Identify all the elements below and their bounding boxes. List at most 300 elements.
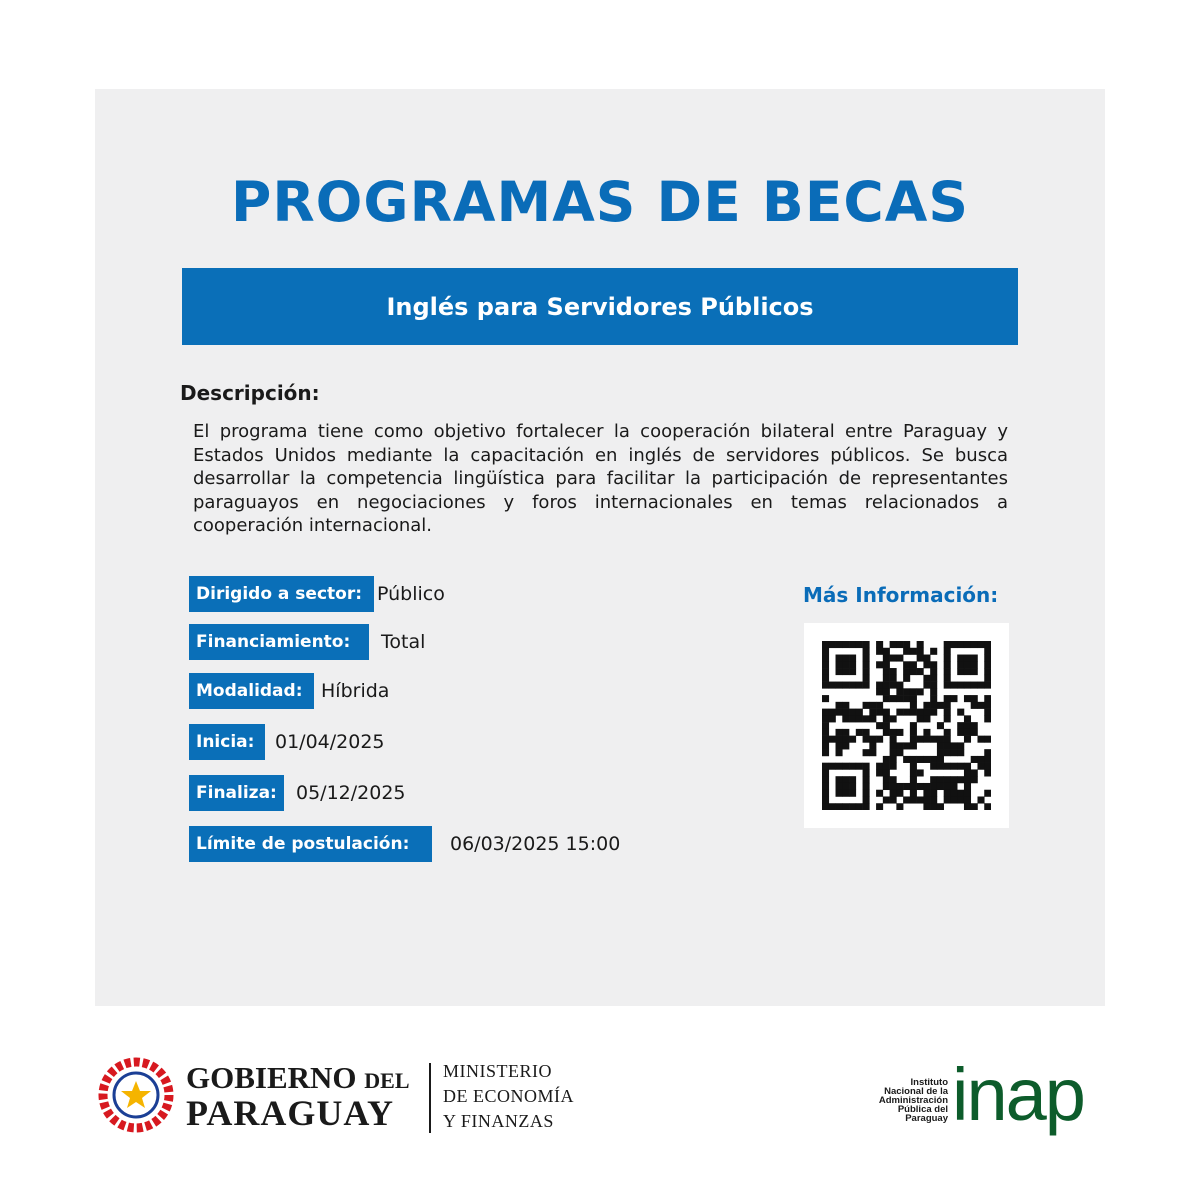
qr-module <box>822 648 829 655</box>
qr-module <box>957 661 964 668</box>
qr-module <box>977 763 984 770</box>
inap-wordmark: inap <box>952 1053 1084 1136</box>
qr-module <box>842 702 849 709</box>
qr-module <box>903 695 910 702</box>
qr-module <box>910 736 917 743</box>
qr-module <box>883 729 890 736</box>
qr-module <box>896 682 903 689</box>
qr-module <box>917 736 924 743</box>
qr-module <box>822 661 829 668</box>
qr-module <box>971 776 978 783</box>
qr-module <box>890 756 897 763</box>
qr-module <box>842 736 849 743</box>
qr-module <box>964 783 971 790</box>
qr-module <box>971 729 978 736</box>
qr-module <box>856 715 863 722</box>
qr-module <box>883 655 890 662</box>
qr-module <box>903 709 910 716</box>
qr-module <box>890 729 897 736</box>
qr-module <box>863 729 870 736</box>
qr-module <box>944 682 951 689</box>
qr-module <box>930 661 937 668</box>
qr-module <box>964 736 971 743</box>
qr-module <box>910 722 917 729</box>
qr-module <box>842 783 849 790</box>
qr-module <box>930 783 937 790</box>
qr-module <box>950 776 957 783</box>
qr-module <box>890 641 897 648</box>
qr-module <box>984 709 991 716</box>
qr-module <box>890 655 897 662</box>
qr-module <box>937 722 944 729</box>
qr-module <box>896 688 903 695</box>
qr-module <box>842 655 849 662</box>
qr-module <box>842 776 849 783</box>
qr-module <box>910 783 917 790</box>
qr-module <box>836 749 843 756</box>
qr-module <box>842 742 849 749</box>
field-value: 06/03/2025 15:00 <box>450 833 621 855</box>
qr-module <box>856 641 863 648</box>
qr-module <box>971 655 978 662</box>
qr-module <box>890 783 897 790</box>
qr-module <box>863 668 870 675</box>
qr-module <box>917 648 924 655</box>
qr-module <box>903 648 910 655</box>
qr-module <box>964 715 971 722</box>
qr-module <box>890 668 897 675</box>
qr-module <box>964 769 971 776</box>
qr-module <box>822 742 829 749</box>
qr-module <box>863 749 870 756</box>
qr-module <box>829 736 836 743</box>
qr-module <box>863 715 870 722</box>
qr-module <box>863 776 870 783</box>
qr-module <box>944 796 951 803</box>
qr-module <box>917 783 924 790</box>
qr-module <box>863 736 870 743</box>
qr-module <box>836 661 843 668</box>
qr-module <box>896 709 903 716</box>
qr-module <box>849 790 856 797</box>
qr-module <box>930 756 937 763</box>
qr-module <box>971 722 978 729</box>
qr-module <box>856 709 863 716</box>
qr-module <box>950 641 957 648</box>
qr-module <box>822 803 829 810</box>
qr-module <box>849 655 856 662</box>
qr-module <box>944 661 951 668</box>
field-end-date <box>189 775 406 811</box>
qr-module <box>917 796 924 803</box>
qr-module <box>876 641 883 648</box>
qr-module <box>984 736 991 743</box>
qr-module <box>937 742 944 749</box>
qr-module <box>836 729 843 736</box>
qr-module <box>896 729 903 736</box>
qr-module <box>876 688 883 695</box>
qr-module <box>822 790 829 797</box>
qr-module <box>944 695 951 702</box>
qr-module <box>984 763 991 770</box>
qr-module <box>876 648 883 655</box>
qr-module <box>849 803 856 810</box>
qr-module <box>822 769 829 776</box>
qr-module <box>883 722 890 729</box>
qr-module <box>930 682 937 689</box>
qr-module <box>917 668 924 675</box>
qr-module <box>971 641 978 648</box>
qr-module <box>944 749 951 756</box>
field-label: Límite de postulación: <box>189 826 432 862</box>
qr-module <box>937 803 944 810</box>
qr-module <box>849 715 856 722</box>
qr-module <box>930 796 937 803</box>
qr-module <box>977 702 984 709</box>
qr-module <box>849 776 856 783</box>
qr-module <box>869 749 876 756</box>
qr-module <box>930 736 937 743</box>
qr-module <box>863 796 870 803</box>
qr-module <box>829 682 836 689</box>
qr-module <box>917 756 924 763</box>
qr-module <box>863 641 870 648</box>
inap-text-line: Instituto <box>910 1077 948 1088</box>
qr-module <box>822 675 829 682</box>
qr-module <box>822 796 829 803</box>
qr-module <box>930 776 937 783</box>
qr-module <box>856 682 863 689</box>
qr-module <box>964 655 971 662</box>
qr-module <box>836 709 843 716</box>
qr-module <box>930 803 937 810</box>
qr-module <box>944 763 951 770</box>
inap-text-line: Paraguay <box>905 1113 948 1124</box>
qr-module <box>971 661 978 668</box>
qr-module <box>971 702 978 709</box>
paraguay-text: PARAGUAY <box>186 1093 395 1133</box>
qr-module <box>863 682 870 689</box>
qr-module <box>910 688 917 695</box>
field-financing <box>189 624 425 660</box>
qr-module <box>910 668 917 675</box>
qr-module <box>883 661 890 668</box>
qr-module <box>971 769 978 776</box>
qr-module <box>923 803 930 810</box>
qr-module <box>863 803 870 810</box>
qr-module <box>944 709 951 716</box>
qr-module <box>910 756 917 763</box>
qr-module <box>883 715 890 722</box>
qr-module <box>957 742 964 749</box>
qr-module <box>896 803 903 810</box>
qr-module <box>883 783 890 790</box>
qr-module <box>822 641 829 648</box>
qr-module <box>883 769 890 776</box>
qr-module <box>923 796 930 803</box>
qr-module <box>923 709 930 716</box>
qr-module <box>896 790 903 797</box>
ministry-line-3: Y FINANZAS <box>443 1111 554 1131</box>
qr-module <box>849 763 856 770</box>
qr-module <box>903 742 910 749</box>
qr-module <box>944 742 951 749</box>
qr-module <box>836 655 843 662</box>
qr-module <box>930 790 937 797</box>
qr-module <box>876 709 883 716</box>
qr-module <box>930 675 937 682</box>
qr-module <box>903 661 910 668</box>
qr-module <box>937 783 944 790</box>
qr-module <box>903 675 910 682</box>
qr-module <box>869 709 876 716</box>
field-label: Finaliza: <box>189 775 284 811</box>
qr-module <box>923 736 930 743</box>
qr-module <box>937 749 944 756</box>
qr-module <box>883 709 890 716</box>
qr-code-icon <box>822 641 991 810</box>
qr-module <box>964 682 971 689</box>
qr-module <box>836 763 843 770</box>
qr-module <box>869 715 876 722</box>
qr-module <box>829 709 836 716</box>
qr-module <box>957 763 964 770</box>
qr-module <box>849 641 856 648</box>
qr-module <box>890 776 897 783</box>
qr-module <box>944 648 951 655</box>
qr-module <box>876 803 883 810</box>
qr-module <box>977 641 984 648</box>
qr-module <box>937 763 944 770</box>
qr-module <box>964 803 971 810</box>
qr-module <box>842 715 849 722</box>
qr-module <box>917 688 924 695</box>
qr-module <box>903 668 910 675</box>
qr-module <box>910 742 917 749</box>
qr-module <box>950 763 957 770</box>
qr-module <box>930 668 937 675</box>
qr-module <box>977 756 984 763</box>
qr-module <box>930 648 937 655</box>
qr-module <box>964 661 971 668</box>
qr-module <box>964 695 971 702</box>
qr-module <box>910 648 917 655</box>
qr-module <box>869 742 876 749</box>
qr-module <box>977 682 984 689</box>
qr-module <box>883 668 890 675</box>
qr-module <box>822 783 829 790</box>
qr-module <box>903 783 910 790</box>
qr-module <box>944 702 951 709</box>
qr-module <box>923 756 930 763</box>
qr-module <box>822 749 829 756</box>
qr-module <box>863 661 870 668</box>
qr-module <box>923 790 930 797</box>
qr-module <box>957 722 964 729</box>
page-title: PROGRAMAS DE BECAS <box>231 170 969 234</box>
qr-module <box>842 682 849 689</box>
qr-module <box>883 796 890 803</box>
qr-module <box>842 729 849 736</box>
qr-module <box>910 790 917 797</box>
qr-module <box>971 756 978 763</box>
qr-module <box>883 756 890 763</box>
qr-module <box>849 783 856 790</box>
qr-module <box>876 702 883 709</box>
field-value: Total <box>381 631 426 653</box>
qr-module <box>910 661 917 668</box>
qr-module <box>883 688 890 695</box>
qr-module <box>849 709 856 716</box>
qr-module <box>856 763 863 770</box>
paraguay-seal-icon <box>98 1055 178 1135</box>
field-label: Modalidad: <box>189 673 314 709</box>
qr-module <box>944 736 951 743</box>
qr-module <box>917 641 924 648</box>
qr-module <box>910 769 917 776</box>
qr-module <box>930 709 937 716</box>
qr-module <box>836 641 843 648</box>
qr-module <box>822 715 829 722</box>
qr-module <box>984 749 991 756</box>
qr-module <box>984 756 991 763</box>
qr-module <box>836 682 843 689</box>
qr-module <box>957 749 964 756</box>
qr-module <box>822 736 829 743</box>
qr-module <box>863 648 870 655</box>
qr-module <box>930 695 937 702</box>
qr-module <box>890 796 897 803</box>
qr-module <box>863 763 870 770</box>
qr-module <box>842 668 849 675</box>
qr-module <box>957 655 964 662</box>
qr-module <box>923 729 930 736</box>
qr-module <box>937 702 944 709</box>
qr-module <box>863 675 870 682</box>
qr-module <box>984 648 991 655</box>
qr-module <box>876 763 883 770</box>
qr-module <box>869 736 876 743</box>
field-value: 01/04/2025 <box>275 731 385 753</box>
ministry-line-2: DE ECONOMÍA <box>443 1086 574 1106</box>
qr-module <box>890 736 897 743</box>
qr-module <box>950 749 957 756</box>
field-sector <box>189 576 445 612</box>
qr-module <box>944 783 951 790</box>
qr-module <box>903 756 910 763</box>
qr-module <box>863 702 870 709</box>
qr-module <box>964 790 971 797</box>
qr-module <box>984 641 991 648</box>
qr-module <box>923 715 930 722</box>
qr-module <box>890 695 897 702</box>
qr-module <box>984 668 991 675</box>
qr-module <box>896 641 903 648</box>
description-heading: Descripción: <box>180 381 320 405</box>
qr-module <box>984 790 991 797</box>
qr-module <box>849 668 856 675</box>
qr-module <box>984 702 991 709</box>
qr-module <box>829 715 836 722</box>
qr-module <box>984 715 991 722</box>
qr-module <box>984 803 991 810</box>
qr-module <box>883 682 890 689</box>
qr-module <box>957 729 964 736</box>
qr-module <box>944 776 951 783</box>
qr-module <box>836 776 843 783</box>
qr-module <box>923 682 930 689</box>
gobierno-text <box>186 1060 410 1096</box>
field-label: Dirigido a sector: <box>189 576 374 612</box>
field-value: Público <box>377 583 445 605</box>
qr-module <box>842 790 849 797</box>
qr-module <box>984 769 991 776</box>
qr-module <box>822 722 829 729</box>
qr-module <box>923 661 930 668</box>
qr-module <box>836 742 843 749</box>
field-deadline <box>189 826 620 862</box>
qr-module <box>917 655 924 662</box>
qr-module <box>903 641 910 648</box>
qr-module <box>883 763 890 770</box>
qr-module <box>910 796 917 803</box>
qr-module <box>957 776 964 783</box>
qr-module <box>964 722 971 729</box>
program-name: Inglés para Servidores Públicos <box>386 292 814 321</box>
qr-module <box>896 655 903 662</box>
qr-module <box>836 668 843 675</box>
description-text: El programa tiene como objetivo fortalecer la cooperación bilateral entre Paraguay y Estados Unidos mediante la capacitación en inglés de servidores públicos. Se busca desarrollar la competencia lingüística para facilitar la participación de representantes paraguayos en negociaciones y foros internacionales en temas relacionados a cooperación internacional. <box>193 421 1008 536</box>
qr-module <box>950 682 957 689</box>
qr-module <box>863 769 870 776</box>
qr-module <box>957 790 964 797</box>
inap-text-line: Nacional de la <box>884 1086 948 1097</box>
qr-module <box>944 729 951 736</box>
qr-module <box>883 675 890 682</box>
qr-module <box>849 682 856 689</box>
qr-module <box>869 702 876 709</box>
qr-module <box>910 709 917 716</box>
qr-code[interactable] <box>804 623 1009 828</box>
qr-module <box>822 668 829 675</box>
qr-module <box>923 783 930 790</box>
qr-module <box>964 763 971 770</box>
qr-module <box>876 722 883 729</box>
qr-module <box>957 796 964 803</box>
qr-module <box>890 790 897 797</box>
qr-module <box>957 709 964 716</box>
program-banner <box>182 268 1018 345</box>
qr-module <box>944 715 951 722</box>
qr-module <box>883 776 890 783</box>
qr-module <box>896 749 903 756</box>
qr-module <box>836 790 843 797</box>
qr-module <box>836 783 843 790</box>
qr-module <box>950 790 957 797</box>
qr-module <box>829 641 836 648</box>
more-info-label: Más Información: <box>803 583 999 607</box>
qr-module <box>964 729 971 736</box>
qr-module <box>896 742 903 749</box>
qr-module <box>944 655 951 662</box>
qr-module <box>910 729 917 736</box>
qr-module <box>910 695 917 702</box>
qr-module <box>977 796 984 803</box>
qr-module <box>896 783 903 790</box>
qr-module <box>842 803 849 810</box>
qr-module <box>923 655 930 662</box>
qr-module <box>910 776 917 783</box>
